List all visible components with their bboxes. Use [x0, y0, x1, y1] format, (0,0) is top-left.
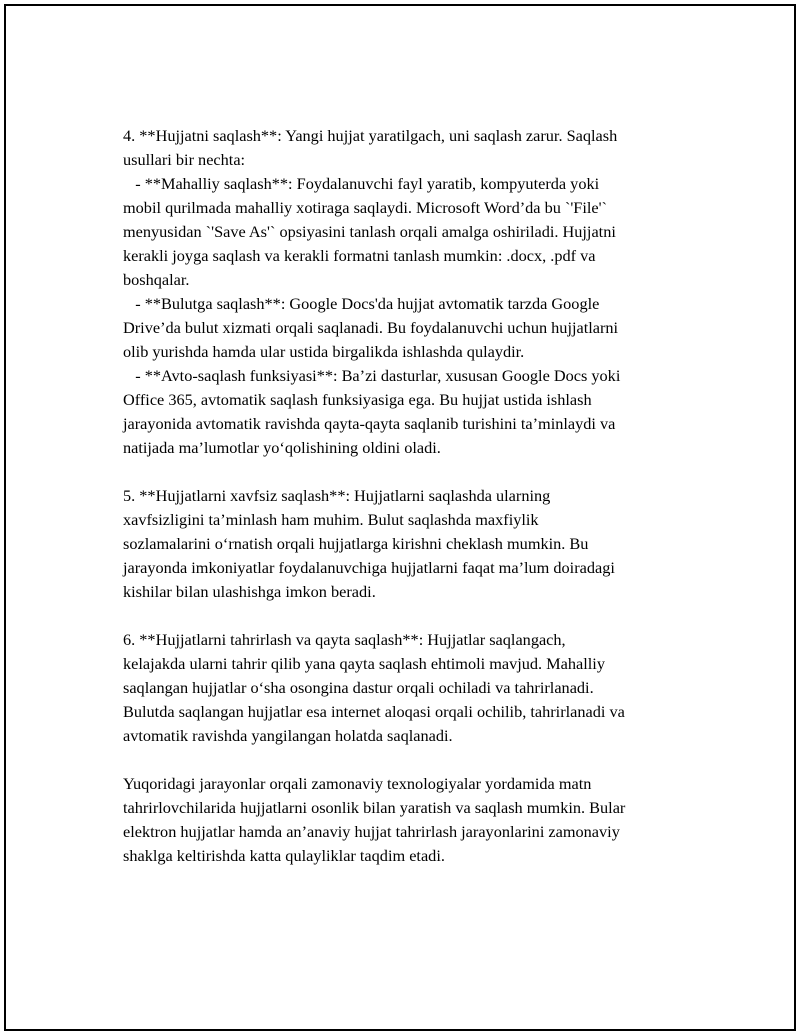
text-line: Bulutda saqlangan hujjatlar esa internet aloqasi orqali ochilib, tahrirlanadi va	[123, 702, 625, 721]
text-line: Drive’da bulut xizmati orqali saqlanadi. Bu foydalanuvchi uchun hujjatlarni	[123, 318, 619, 337]
text-line: tahrirlovchilarida hujjatlarni osonlik bilan yaratish va saqlash mumkin. Bular	[123, 798, 626, 817]
text-line: 4. **Hujjatni saqlash**: Yangi hujjat yaratilgach, uni saqlash zarur. Saqlash	[123, 126, 618, 145]
text-line: - **Bulutga saqlash**: Google Docs'da hujjat avtomatik tarzda Google	[123, 294, 600, 313]
text-line: menyusidan `'Save As'` opsiyasini tanlash orqali amalga oshiriladi. Hujjatni	[123, 222, 616, 241]
text-line: Yuqoridagi jarayonlar orqali zamonaviy texnologiyalar yordamida matn	[123, 774, 592, 793]
text-line: usullari bir nechta:	[123, 150, 246, 169]
text-line: kerakli joyga saqlash va kerakli formatni tanlash mumkin: .docx, .pdf va	[123, 246, 596, 265]
text-line: jarayonda imkoniyatlar foydalanuvchiga hujjatlarni faqat ma’lum doiradagi	[123, 558, 615, 577]
document-body	[123, 124, 699, 868]
text-line: elektron hujjatlar hamda an’anaviy hujjat tahrirlash jarayonlarini zamonaviy	[123, 822, 620, 841]
text-line: 6. **Hujjatlarni tahrirlash va qayta saqlash**: Hujjatlar saqlangach,	[123, 630, 566, 649]
text-line: 5. **Hujjatlarni xavfsiz saqlash**: Hujjatlarni saqlashda ularning	[123, 486, 551, 505]
paragraph-6-editing	[123, 628, 699, 748]
text-line: mobil qurilmada mahalliy xotiraga saqlaydi. Microsoft Word’da bu `'File'`	[123, 198, 607, 217]
text-line: natijada ma’lumotlar yo‘qolishining oldini oladi.	[123, 438, 441, 457]
paragraph-4-saving	[123, 124, 699, 460]
paragraph-conclusion	[123, 772, 699, 868]
text-line: Office 365, avtomatik saqlash funksiyasiga ega. Bu hujjat ustida ishlash	[123, 390, 592, 409]
text-line: kelajakda ularni tahrir qilib yana qayta saqlash ehtimoli mavjud. Mahalliy	[123, 654, 605, 673]
page-frame	[4, 4, 796, 1031]
text-line: - **Mahalliy saqlash**: Foydalanuvchi fayl yaratib, kompyuterda yoki	[123, 174, 600, 193]
paragraph-5-security	[123, 484, 699, 604]
paragraph-spacer	[123, 460, 699, 484]
paragraph-spacer	[123, 604, 699, 628]
paragraph-spacer	[123, 748, 699, 772]
text-line: boshqalar.	[123, 270, 190, 289]
text-line: shaklga keltirishda katta qulayliklar taqdim etadi.	[123, 846, 445, 865]
text-line: jarayonida avtomatik ravishda qayta-qayta saqlanib turishini ta’minlaydi va	[123, 414, 616, 433]
text-line: xavfsizligini ta’minlash ham muhim. Bulut saqlashda maxfiylik	[123, 510, 539, 529]
text-line: sozlamalarini o‘rnatish orqali hujjatlarga kirishni cheklash mumkin. Bu	[123, 534, 589, 553]
text-line: saqlangan hujjatlar o‘sha osongina dastur orqali ochiladi va tahrirlanadi.	[123, 678, 594, 697]
text-line: olib yurishda hamda ular ustida birgalikda ishlashda qulaydir.	[123, 342, 525, 361]
text-line: kishilar bilan ulashishga imkon beradi.	[123, 582, 376, 601]
text-line: - **Avto-saqlash funksiyasi**: Ba’zi dasturlar, xususan Google Docs yoki	[123, 366, 621, 385]
text-line: avtomatik ravishda yangilangan holatda saqlanadi.	[123, 726, 453, 745]
